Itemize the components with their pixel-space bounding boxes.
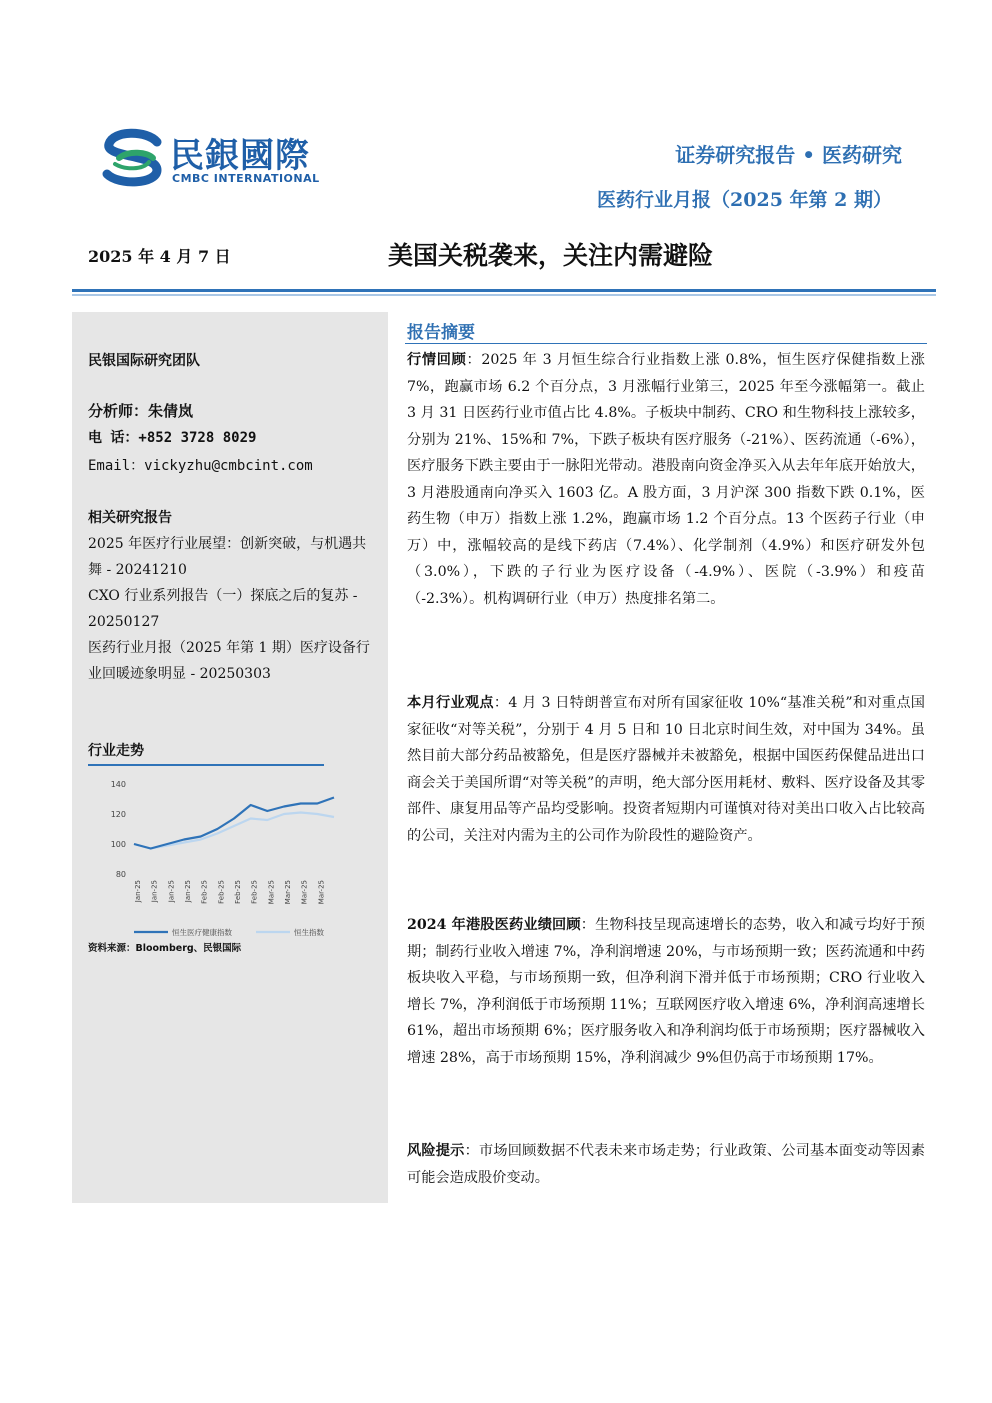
industry-trend-heading: 行业走势 [88, 743, 144, 759]
report-issue: 医药行业月报（2025 年第 2 期） [597, 189, 892, 211]
industry-view-label: 本月行业观点 [407, 695, 494, 711]
related-reports-list [88, 531, 378, 687]
analyst-email[interactable]: Email：vickyzhu@cmbcint.com [88, 458, 313, 474]
legend-label: 恒生医疗健康指数 [172, 928, 232, 937]
industry-trend-chart [82, 744, 344, 954]
earnings-review-paragraph [407, 912, 925, 1071]
industry-view-text: ：4 月 3 日特朗普宣布对所有国家征收 10%“基准关税”和对重点国家征收“对等关税”，分别于 4 月 5 日和 10 日北京时间生效，对中国为 34%。虽然目前大部分药品被豁免，但是医疗器械并未被豁免，根据中国医药保健品进出口商会关于美国所谓“对等关税”的声明，绝大部分医用耗材、敷料、医疗设备及其零部件、康复用品等产品均受影响。投资者短期内可谨慎对待对美出口收入占比较高的公司，关注对内需为主的公司作为阶段性的避险资产。 [407, 695, 925, 844]
summary-divider [405, 343, 927, 344]
analyst-phone: 电 话：+852 3728 8029 [88, 430, 257, 446]
related-report-item[interactable]: 医药行业月报（2025 年第 1 期）医疗设备行业回暖迹象明显 - 20250303 [88, 640, 370, 682]
cmbc-logo-icon [95, 128, 175, 188]
related-report-item[interactable]: CXO 行业系列报告（一）探底之后的复苏 - 20250127 [88, 588, 358, 630]
earnings-review-text: ：生物科技呈现高速增长的态势，收入和减亏均好于预期；制药行业收入增速 7%，净利润增速 20%，与市场预期一致；医药流通和中药板块收入平稳，与市场预期一致，但净利润下滑并低于市场预期；CRO 行业收入增长 7%，净利润低于市场预期 11%；互联网医疗收入增速 6%，净利润高速增长 61%，超出市场预期 6%；医疗服务收入和净利润均低于市场预期；医疗器械收入增速 28%，高于市场预期 15%，净利润减少 9%但仍高于市场预期 17%。 [407, 917, 925, 1066]
y-tick-label: 140 [110, 780, 126, 789]
logo-chinese-name: 民銀國際 [170, 136, 310, 176]
report-date: 2025 年 4 月 7 日 [88, 247, 231, 266]
x-tick-label: Jan-25 [184, 880, 192, 903]
x-tick-label: Feb-25 [217, 880, 226, 904]
report-type: 证券研究报告 • 医药研究 [675, 143, 902, 167]
header-divider-light [72, 294, 936, 296]
x-tick-label: Feb-25 [200, 880, 209, 904]
x-tick-label: Mar-25 [317, 880, 326, 905]
risk-warning-label: 风险提示 [407, 1143, 465, 1159]
summary-heading: 报告摘要 [407, 323, 475, 343]
x-tick-label: Jan-25 [167, 880, 176, 903]
related-report-item[interactable]: 2025 年医疗行业展望：创新突破，与机遇共舞 - 20241210 [88, 536, 367, 578]
x-tick-label: Feb-25 [250, 880, 259, 904]
x-tick-label: Mar-25 [300, 880, 309, 905]
y-tick-label: 120 [110, 810, 126, 819]
x-tick-label: Mar-25 [267, 880, 276, 905]
earnings-review-label: 2024 年港股医药业绩回顾 [407, 917, 581, 933]
risk-warning-paragraph [407, 1138, 925, 1191]
series-line [134, 798, 334, 849]
page-title: 美国关税袭来，关注内需避险 [388, 241, 714, 270]
sidebar [72, 312, 388, 1203]
related-reports-heading: 相关研究报告 [88, 510, 172, 526]
x-tick-label: Feb-25 [234, 880, 242, 904]
industry-view-paragraph [407, 690, 925, 849]
y-tick-label: 80 [115, 870, 126, 879]
x-tick-label: Mar-25 [284, 880, 292, 905]
chart-source: 资料来源：Bloomberg、民银国际 [88, 943, 242, 954]
market-review-text: ：2025 年 3 月恒生综合行业指数上涨 0.8%，恒生医疗保健指数上涨 7%，跑赢市场 6.2 个百分点，3 月涨幅行业第三，2025 年至今涨幅第一。截止 3 月 31 日医药行业市值占比 4.8%。子板块中制药、CRO 和生物科技上涨较多，分别为 21%、15%和 7%，下跌子板块有医疗服务（-21%）、医药流通（-6%），医疗服务下跌主要由于一脉阳光带动。港股南向资金净买入从去年年底开始放大，3 月港股通南向净买入 1603 亿。A 股方面，3 月沪深 300 指数下跌 0.1%，医药生物（申万）指数上涨 1.2%，跑赢市场 1.2 个百分点。13 个医药子行业（申万）中，涨幅较高的是线下药店（7.4%）、化学制剂（4.9%）和医疗研发外包（3.0%），下跌的子行业为医疗设备（-4.9%）、医院（-3.9%）和疫苗（-2.3%）。机构调研行业（申万）热度排名第二。 [407, 352, 925, 607]
legend-label: 恒生指数 [294, 928, 324, 937]
logo-english-name: CMBC INTERNATIONAL [172, 172, 320, 185]
market-review-paragraph [407, 347, 925, 612]
research-team: 民银国际研究团队 [88, 353, 200, 369]
risk-warning-text: ：市场回顾数据不代表未来市场走势；行业政策、公司基本面变动等因素可能会造成股价变动。 [407, 1143, 925, 1186]
analyst-name: 分析师：朱倩岚 [88, 402, 194, 420]
x-tick-label: Jan-25 [150, 880, 159, 903]
market-review-label: 行情回顾 [407, 352, 467, 368]
y-tick-label: 100 [110, 840, 126, 849]
header-divider [72, 289, 936, 292]
x-tick-label: Jan-25 [134, 880, 142, 903]
